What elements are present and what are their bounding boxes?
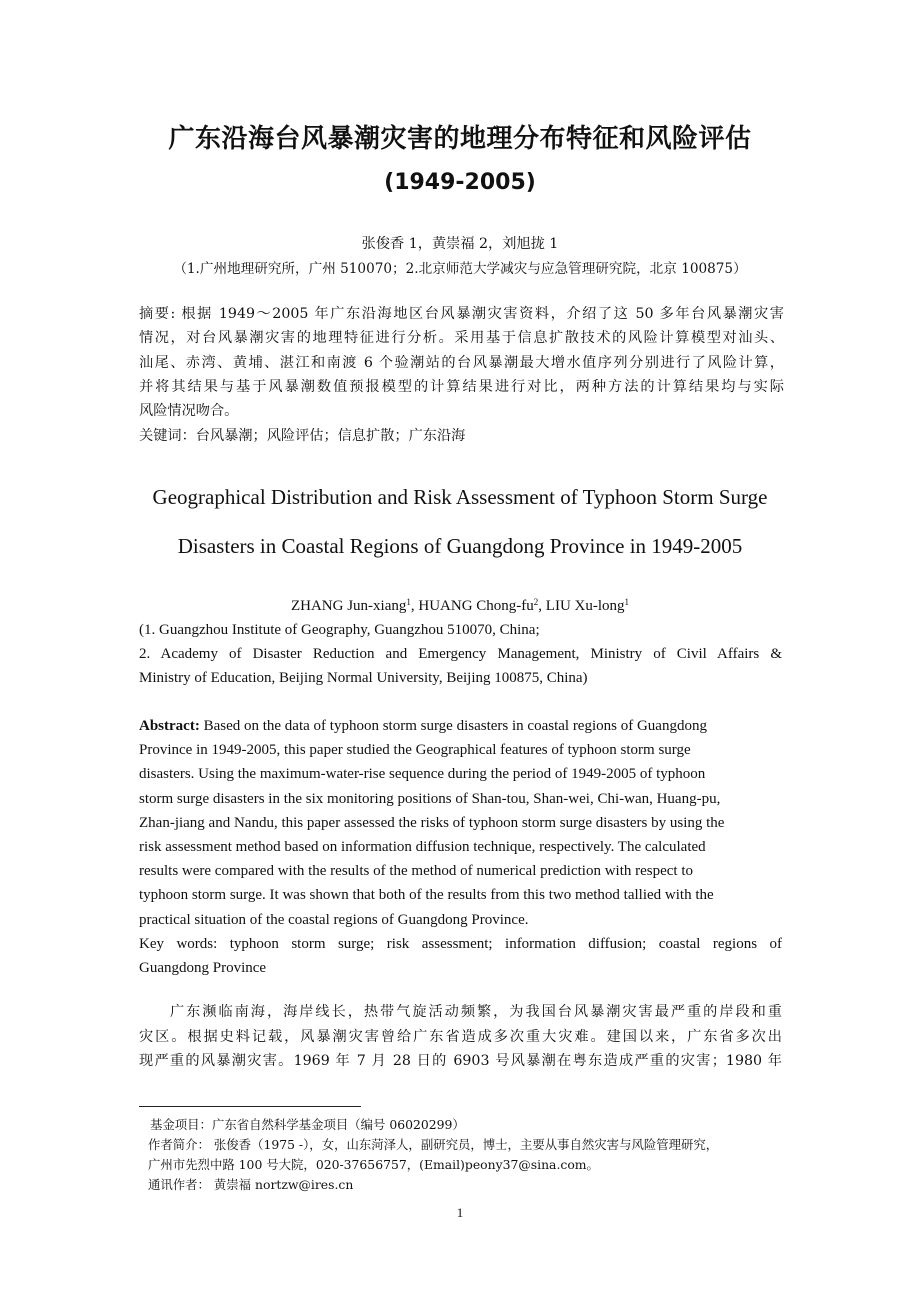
abstract-cn-line: 情况，对台风暴潮灾害的地理特征进行分析。采用基于信息扩散技术的风险计算模型对汕头、 (139, 330, 784, 347)
authors-chinese: 张俊香 1，黄崇福 2，刘旭拢 1 (361, 236, 559, 252)
affiliations-english (139, 618, 782, 691)
abstract-en-line: Based on the data of typhoon storm surge disasters in coastal regions of Guangdong (199, 718, 707, 734)
abstract-cn-line: 汕尾、赤湾、黄埔、湛江和南渡 6 个验潮站的台风暴潮最大增水值序列分别进行了风险计算， (139, 354, 784, 371)
abstract-label: Abstract: (139, 718, 200, 734)
footnote-funding: 基金项目：广东省自然科学基金项目（编号 06020299） (150, 1117, 465, 1132)
title-chinese: 广东沿海台风暴潮灾害的地理分布特征和风险评估 (168, 124, 752, 154)
keywords-chinese: 关键词：台风暴潮；风险评估；信息扩散；广东沿海 (139, 428, 466, 444)
title-english-line-1: Geographical Distribution and Risk Assessment of Typhoon Storm Surge (152, 485, 768, 509)
title-english-line-2: Disasters in Coastal Regions of Guangdong Province in 1949-2005 (177, 534, 743, 558)
author-affiliation-mark: 2 (533, 597, 539, 607)
affiliation-line: Ministry of Education, Beijing Normal University, Beijing 100875, China) (139, 670, 588, 687)
author-affiliation-mark: 1 (406, 597, 411, 607)
footnote-author-bio: 作者简介： 张俊香（1975 -），女，山东菏泽人，副研究员，博士，主要从事自然灾害与风险管理研究， (148, 1137, 719, 1152)
body-line: 广东濒临南海，海岸线长，热带气旋活动频繁，为我国台风暴潮灾害最严重的岸段和重 (170, 1004, 782, 1020)
abstract-en-line: practical situation of the coastal regions of Guangdong Province. (139, 911, 529, 928)
footnote-divider (139, 1106, 361, 1107)
page-number: 1 (456, 1205, 464, 1220)
abstract-en-line: Province in 1949-2005, this paper studied the Geographical features of typhoon storm surge (139, 742, 691, 759)
abstract-en-line: risk assessment method based on information diffusion technique, respectively. The calculated (139, 839, 706, 856)
author-name: , HUANG Chong-fu (410, 598, 534, 614)
title-years: (1949-2005) (384, 170, 536, 195)
keywords-english-cont: Guangdong Province (139, 960, 267, 977)
author-name: , LIU Xu-long (538, 598, 625, 614)
body-line: 灾区。根据史料记载，风暴潮灾害曾给广东省造成多次重大灾难。建国以来，广东省多次出 (139, 1028, 782, 1045)
footnotes (150, 1115, 790, 1195)
abstract-en-line: storm surge disasters in the six monitoring positions of Shan-tou, Shan-wei, Chi-wan, Huang-pu, (139, 790, 721, 807)
body-text-chinese (139, 1000, 782, 1074)
abstract-english (139, 714, 782, 980)
footnote-author-address: 广州市先烈中路 100 号大院，020-37656757，(Email)peony37@sina.com。 (148, 1157, 599, 1172)
abstract-cn-line: 摘要: 根据 1949～2005 年广东沿海地区台风暴潮灾害资料，介绍了这 50 多年台风暴潮灾害 (139, 306, 784, 322)
author-affiliation-mark: 1 (624, 597, 630, 607)
abstract-chinese (139, 302, 784, 423)
keywords-english: Key words: typhoon storm surge; risk assessment; information diffusion; coastal regions of (139, 935, 782, 952)
abstract-cn-line: 并将其结果与基于风暴潮数值预报模型的计算结果进行对比，两种方法的计算结果均与实际 (139, 378, 784, 395)
affiliation-line: 2. Academy of Disaster Reduction and Emergency Management, Ministry of Civil Affairs & (139, 646, 782, 663)
author-name: ZHANG Jun-xiang (290, 598, 407, 614)
abstract-en-line: Zhan-jiang and Nandu, this paper assessed the risks of typhoon storm surge disasters by using the (139, 814, 725, 831)
abstract-en-line: typhoon storm surge. It was shown that both of the results from this two method tallied with the (139, 887, 714, 904)
abstract-cn-line: 风险情况吻合。 (139, 403, 239, 420)
affiliations-chinese: （1.广州地理研究所，广州 510070；2.北京师范大学减灾与应急管理研究院，北京 100875） (173, 261, 747, 277)
abstract-en-line: disasters. Using the maximum-water-rise sequence during the period of 1949-2005 of typhoon (139, 766, 706, 783)
abstract-en-line: results were compared with the results of the method of numerical prediction with respect to (139, 863, 693, 880)
body-line: 现严重的风暴潮灾害。1969 年 7 月 28 日的 6903 号风暴潮在粤东造成严重的灾害；1980 年 (139, 1053, 782, 1070)
footnote-corresponding-author: 通讯作者： 黄崇福 nortzw@ires.cn (148, 1177, 354, 1192)
authors-english (0, 594, 920, 618)
affiliation-line: (1. Guangzhou Institute of Geography, Guangzhou 510070, China; (139, 622, 540, 638)
